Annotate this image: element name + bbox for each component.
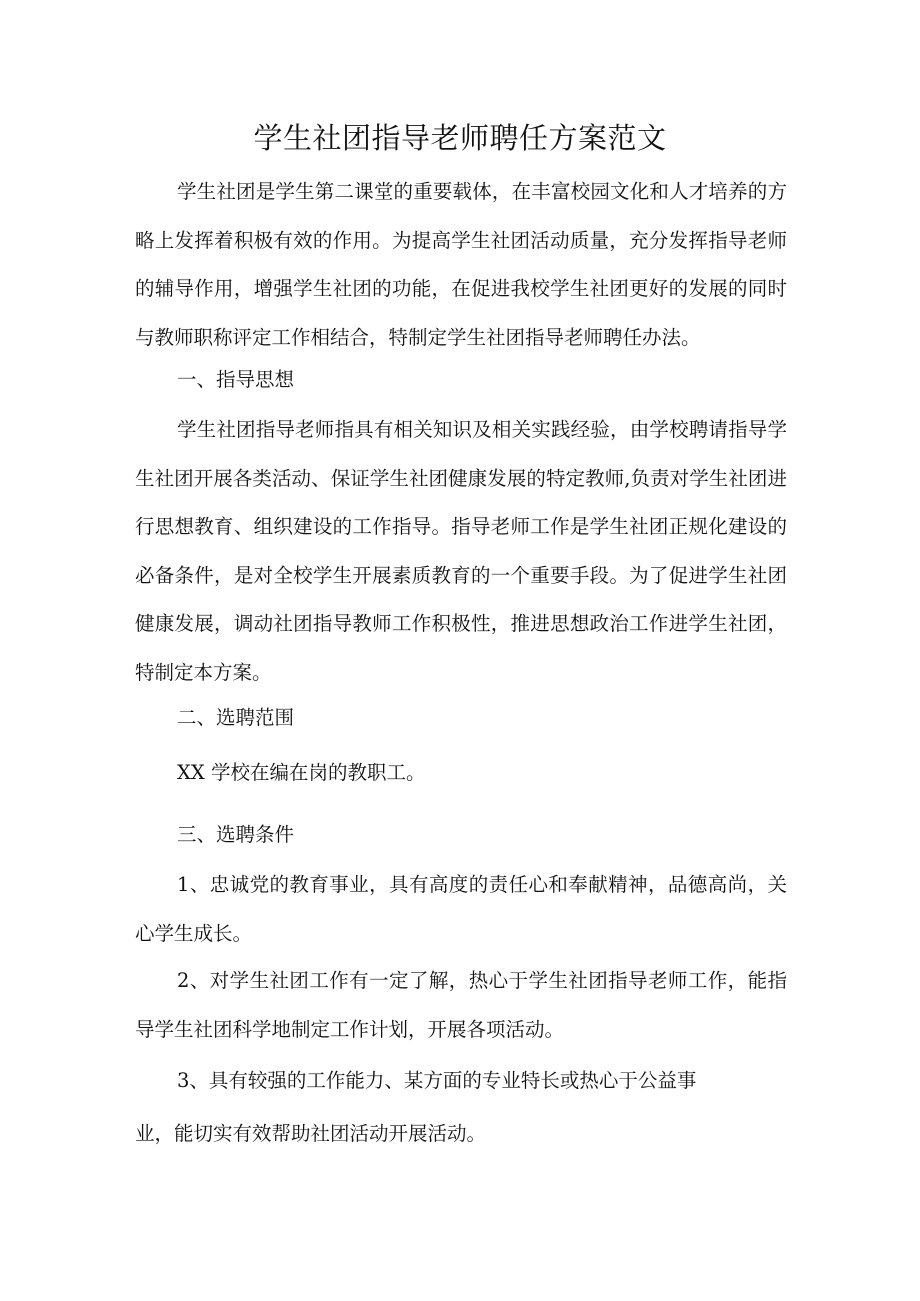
section-heading-guiding-principle: 一、指导思想	[177, 368, 295, 391]
condition-item-3-line-1: 3、具有较强的工作能力、某方面的专业特长或热心于公益事	[177, 1069, 697, 1092]
document-title: 学生社团指导老师聘任方案范文	[253, 121, 667, 155]
condition-item-2: 2、对学生社团工作有一定了解，热心于学生社团指导老师工作，能指导学生社团科学地制定工作计划，开展各项活动。	[135, 969, 787, 1041]
condition-item-3-line-2: 业，能切实有效帮助社团活动开展活动。	[135, 1122, 487, 1145]
section-heading-conditions: 三、选聘条件	[177, 823, 295, 846]
intro-paragraph: 学生社团是学生第二课堂的重要载体，在丰富校园文化和人才培养的方略上发挥着积极有效的作用。为提高学生社团活动质量，充分发挥指导老师的辅导作用，增强学生社团的功能，在促进我校学生社团更好的发展的同时与教师职称评定工作相结合，特制定学生社团指导老师聘任办法。	[135, 180, 787, 349]
condition-item-1: 1、忠诚党的教育事业，具有高度的责任心和奉献精神，品德高尚，关心学生成长。	[135, 873, 787, 945]
guiding-principle-paragraph: 学生社团指导老师指具有相关知识及相关实践经验，由学校聘请指导学生社团开展各类活动、保证学生社团健康发展的特定教师,负责对学生社团进行思想教育、组织建设的工作指导。指导老师工作是学生社团正规化建设的必备条件，是对全校学生开展素质教育的一个重要手段。为了促进学生社团健康发展，调动社团指导教师工作积极性，推进思想政治工作进学生社团，特制定本方案。	[135, 418, 787, 684]
section-heading-scope: 二、选聘范围	[177, 706, 295, 729]
scope-paragraph: XX 学校在编在岗的教职工。	[177, 761, 426, 784]
